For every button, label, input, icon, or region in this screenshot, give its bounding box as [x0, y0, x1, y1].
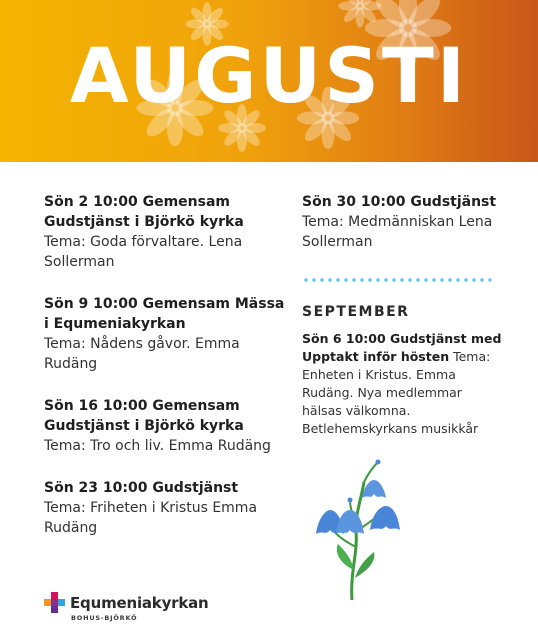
- august-events-right: [302, 192, 502, 274]
- event-heading: Sön 23 10:00 Gudstjänst: [44, 480, 239, 496]
- cross-logo-icon: [44, 592, 66, 614]
- event-heading: Sön 2 10:00 Gemensam Gudstjänst i Björkö kyrka: [44, 194, 244, 230]
- event-description: Tema: Enheten i Kristus. Emma Rudäng. Nya medlemmar hälsas välkomna. Betlehemskyrkans musikkår: [302, 349, 491, 436]
- event-description: Tema: Friheten i Kristus Emma Rudäng: [44, 500, 258, 536]
- bluebell-flower-icon: [300, 452, 430, 602]
- event-description: Tema: Nådens gåvor. Emma Rudäng: [44, 336, 240, 372]
- page-title: AUGUSTI: [69, 31, 469, 120]
- section-title-september: SEPTEMBER: [302, 304, 410, 320]
- event-description: Tema: Medmänniskan Lena Sollerman: [302, 214, 493, 250]
- event-description: Tema: Tro och liv. Emma Rudäng: [44, 438, 271, 454]
- event-item: [302, 192, 502, 252]
- dotted-divider: [302, 277, 492, 283]
- header-banner: [0, 0, 538, 162]
- event-heading: Sön 16 10:00 Gemensam Gudstjänst i Björkö kyrka: [44, 398, 244, 434]
- event-heading: Sön 9 10:00 Gemensam Mässa i Equmeniakyrkan: [44, 296, 285, 332]
- event-description: Tema: Goda förvaltare. Lena Sollerman: [44, 234, 243, 270]
- august-events-left: [44, 192, 294, 560]
- event-heading: Sön 30 10:00 Gudstjänst: [302, 194, 497, 210]
- event-item: [44, 294, 294, 374]
- event-item: [44, 192, 294, 272]
- logo-subtitle: BOHUS-BJÖRKÖ: [71, 614, 138, 622]
- event-item: [44, 396, 294, 456]
- logo-name: Equmeniakyrkan: [70, 594, 209, 612]
- event-item: [44, 478, 294, 538]
- september-event: [302, 330, 502, 438]
- event-heading: Sön 6 10:00 Gudstjänst med Upptakt inför hösten: [302, 331, 502, 364]
